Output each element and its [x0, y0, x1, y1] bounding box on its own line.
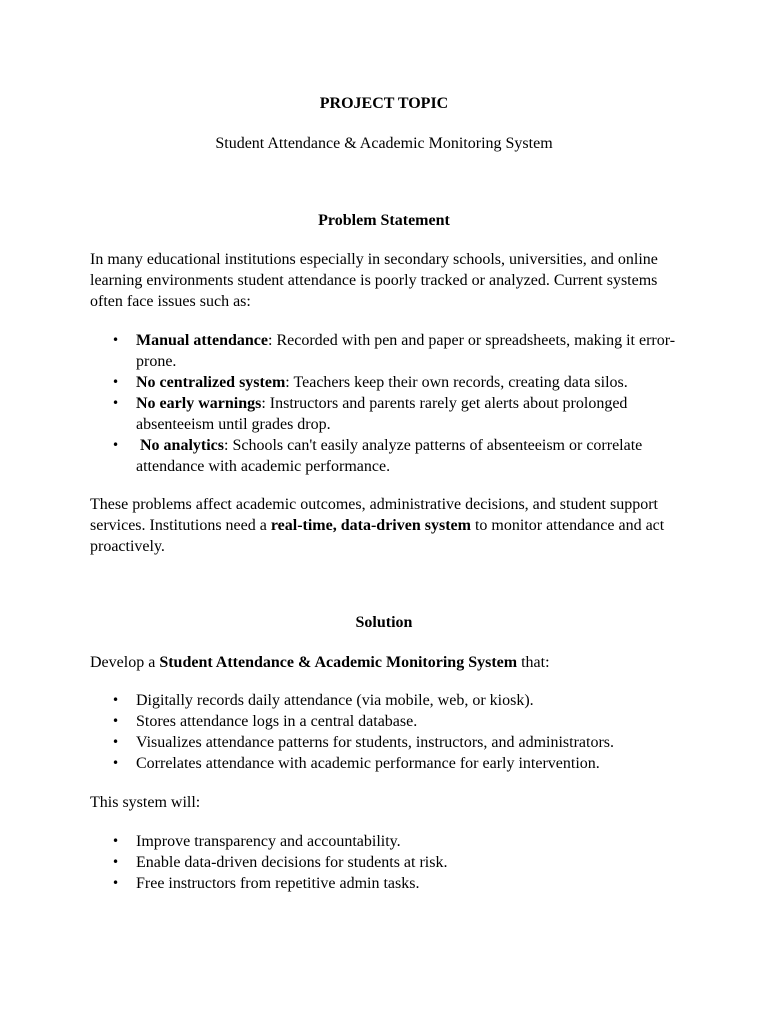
problem-issues-list [90, 330, 690, 477]
list-item: • No centralized system: Teachers keep their own records, creating data silos. [90, 372, 690, 393]
list-item: • No analytics: Schools can't easily analyze patterns of absenteeism or correlate attendance with academic performance. [90, 435, 690, 477]
list-item: • Visualizes attendance patterns for students, instructors, and administrators. [90, 732, 690, 753]
benefits-intro: This system will: [90, 794, 201, 811]
problem-statement-heading: Problem Statement [318, 212, 450, 229]
solution-features-list [90, 690, 690, 774]
list-item: • Free instructors from repetitive admin tasks. [90, 873, 690, 894]
list-item: • Improve transparency and accountability. [90, 831, 690, 852]
project-topic-heading: PROJECT TOPIC [319, 95, 449, 112]
list-item: • Digitally records daily attendance (via mobile, web, or kiosk). [90, 690, 690, 711]
list-item: • Enable data-driven decisions for students at risk. [90, 852, 690, 873]
project-title: Student Attendance & Academic Monitoring System [215, 135, 553, 152]
list-item: • Manual attendance: Recorded with pen and paper or spreadsheets, making it error-prone. [90, 330, 690, 372]
list-item: • Stores attendance logs in a central database. [90, 711, 690, 732]
list-item: • No early warnings: Instructors and parents rarely get alerts about prolonged absenteeism until grades drop. [90, 393, 690, 435]
solution-heading: Solution [355, 614, 413, 631]
problem-closing: These problems affect academic outcomes, administrative decisions, and student support services. Institutions need a real-time, data-driven system to monitor attendance and act proactively. [90, 496, 665, 555]
problem-intro: In many educational institutions especially in secondary schools, universities, and online learning environments student attendance is poorly tracked or analyzed. Current systems often face issues such as: [90, 251, 658, 310]
list-item: • Correlates attendance with academic performance for early intervention. [90, 753, 690, 774]
benefits-list [90, 831, 690, 894]
solution-intro: Develop a Student Attendance & Academic Monitoring System that: [90, 654, 550, 671]
